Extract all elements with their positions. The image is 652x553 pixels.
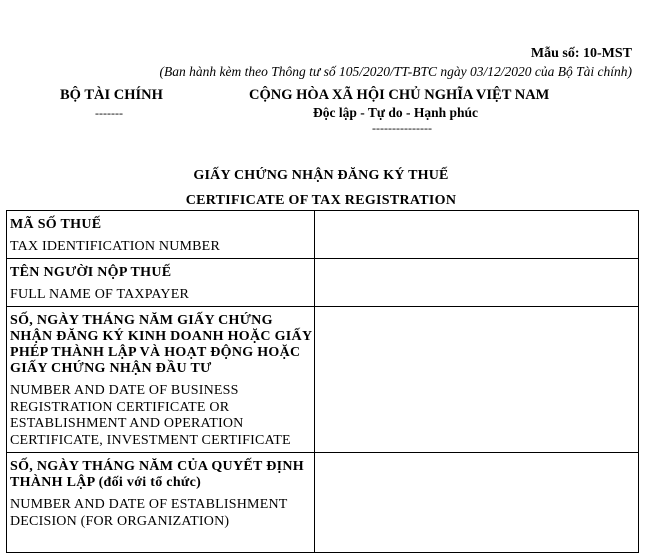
- label-cell: [7, 211, 315, 259]
- motto-divider: ---------------: [372, 121, 432, 135]
- ministry-divider: -------: [95, 106, 123, 120]
- table-row-business-registration: [7, 307, 639, 453]
- certificate-table: [6, 210, 639, 553]
- issued-by-note: (Ban hành kèm theo Thông tư số 105/2020/TT-BTC ngày 03/12/2020 của Bộ Tài chính): [159, 64, 632, 79]
- label-cell: [7, 453, 315, 553]
- table-row-tax-id: [7, 211, 639, 259]
- form-number: Mẫu số: 10-MST: [530, 46, 632, 61]
- value-cell-tax-id[interactable]: [315, 211, 639, 259]
- label-cell: [7, 307, 315, 453]
- value-cell-business-registration[interactable]: [315, 307, 639, 453]
- label-en: NUMBER AND DATE OF BUSINESS REGISTRATION CERTIFICATE OR ESTABLISHMENT AND OPERATION CERTIFICATE, INVESTMENT CERTIFICATE: [10, 383, 291, 448]
- table-row-taxpayer-name: [7, 259, 639, 307]
- document-title-en: CERTIFICATE OF TAX REGISTRATION: [185, 193, 457, 208]
- label-cell: [7, 259, 315, 307]
- label-vi: SỐ, NGÀY THÁNG NĂM CỦA QUYẾT ĐỊNH THÀNH LẬP (đối với tổ chức): [10, 459, 304, 490]
- label-en: NUMBER AND DATE OF ESTABLISHMENT DECISION (FOR ORGANIZATION): [10, 497, 288, 529]
- national-title: CỘNG HÒA XÃ HỘI CHỦ NGHĨA VIỆT NAM: [249, 87, 550, 103]
- value-cell-taxpayer-name[interactable]: [315, 259, 639, 307]
- label-en: FULL NAME OF TAXPAYER: [10, 287, 190, 302]
- table-row-establishment-decision: [7, 453, 639, 553]
- label-vi: MÃ SỐ THUẾ: [10, 217, 102, 232]
- label-en: TAX IDENTIFICATION NUMBER: [10, 239, 220, 254]
- label-vi: SỐ, NGÀY THÁNG NĂM GIẤY CHỨNG NHẬN ĐĂNG KÝ KINH DOANH HOẶC GIẤY PHÉP THÀNH LẬP VÀ HOẠT ĐỘNG HOẶC GIẤY CHỨNG NHẬN ĐẦU TƯ: [10, 313, 312, 376]
- ministry-name: BỘ TÀI CHÍNH: [60, 87, 163, 103]
- national-motto: Độc lập - Tự do - Hạnh phúc: [313, 105, 479, 120]
- label-vi: TÊN NGƯỜI NỘP THUẾ: [10, 265, 172, 280]
- document-title-vi: GIẤY CHỨNG NHẬN ĐĂNG KÝ THUẾ: [193, 168, 449, 183]
- value-cell-establishment-decision[interactable]: [315, 453, 639, 553]
